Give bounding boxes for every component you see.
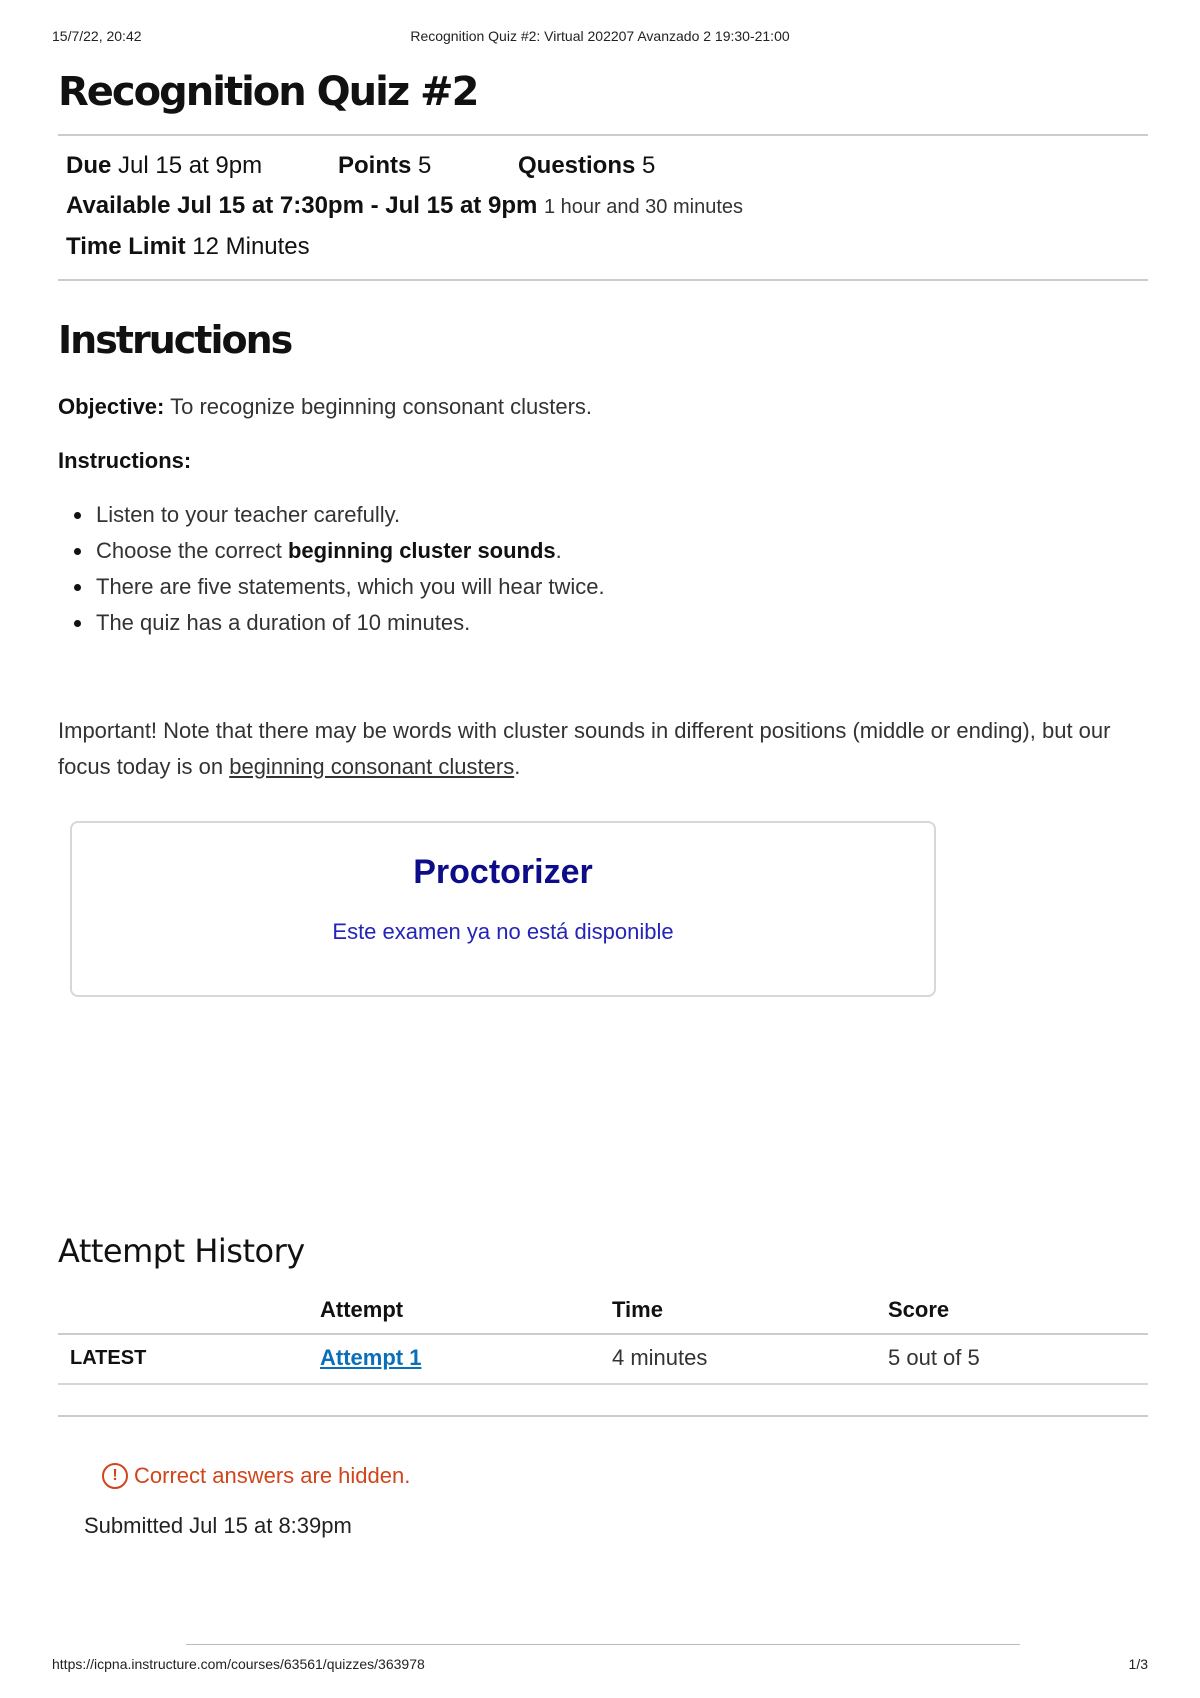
quiz-details <box>58 136 1148 279</box>
important-text: Important! Note that there may be words with cluster sounds in different positions (middle or ending), but our focus today is on <box>58 718 1111 779</box>
questions-label: Questions <box>518 152 636 179</box>
attempt-history-heading: Attempt History <box>58 1232 305 1270</box>
column-header-time: Time <box>612 1287 888 1334</box>
print-header <box>52 28 1148 48</box>
notice-text: Correct answers are hidden. <box>134 1463 411 1488</box>
bullet-icon <box>74 584 81 591</box>
questions-field <box>518 146 655 186</box>
available-field <box>66 186 1140 227</box>
page-title: Recognition Quiz #2 <box>58 69 478 115</box>
list-item <box>96 533 1148 569</box>
available-duration: 1 hour and 30 minutes <box>543 196 744 218</box>
submitted-timestamp: Submitted Jul 15 at 8:39pm <box>84 1513 352 1538</box>
list-item-text: Listen to your teacher carefully. <box>96 502 401 527</box>
print-url: https://icpna.instructure.com/courses/63561/quizzes/363978 <box>52 1656 425 1672</box>
points-value: 5 <box>418 152 432 179</box>
list-item <box>96 569 1148 605</box>
points-label: Points <box>338 152 412 179</box>
time-limit-value: 12 Minutes <box>192 233 310 260</box>
important-underlined-text: beginning consonant clusters <box>229 754 515 779</box>
correct-answers-hidden-notice <box>102 1461 1148 1491</box>
instructions-label-paragraph <box>58 443 1148 479</box>
quiz-details-row-1 <box>66 146 1140 186</box>
list-item-text-end: . <box>555 538 562 563</box>
available-value: Jul 15 at 7:30pm - Jul 15 at 9pm <box>177 192 538 219</box>
list-item <box>96 605 1148 641</box>
time-limit-label: Time Limit <box>66 233 186 260</box>
print-document-title: Recognition Quiz #2: Virtual 202207 Avanzado 2 19:30-21:00 <box>410 28 790 44</box>
instructions-heading: Instructions <box>58 318 292 362</box>
instructions-list <box>58 497 1148 641</box>
list-item-text: There are five statements, which you will hear twice. <box>96 574 605 599</box>
divider <box>58 1415 1148 1417</box>
attempt-link[interactable]: Attempt 1 <box>320 1345 422 1370</box>
proctorizer-title: Proctorizer <box>413 853 593 891</box>
time-limit-field <box>66 227 1140 267</box>
list-item-text: The quiz has a duration of 10 minutes. <box>96 610 471 635</box>
instructions-label: Instructions: <box>58 448 192 473</box>
objective-label: Objective: <box>58 394 165 419</box>
table-row <box>58 1334 1148 1384</box>
proctorizer-panel <box>70 821 936 997</box>
due-label: Due <box>66 152 112 179</box>
due-field <box>66 146 338 186</box>
divider <box>58 279 1148 281</box>
objective-text: To recognize beginning consonant clusters. <box>170 394 593 419</box>
list-item-text: Choose the correct <box>96 538 288 563</box>
available-label: Available <box>66 192 171 219</box>
print-footer <box>52 1644 1148 1684</box>
attempt-cell <box>320 1334 612 1384</box>
time-cell: 4 minutes <box>612 1334 888 1384</box>
column-header-attempt: Attempt <box>320 1287 612 1334</box>
footer-divider <box>186 1644 1020 1645</box>
important-end: . <box>514 754 521 779</box>
list-item <box>96 497 1148 533</box>
bullet-icon <box>74 512 81 519</box>
proctorizer-message: Este examen ya no está disponible <box>332 919 674 944</box>
exclamation-circle-icon: ! <box>102 1463 128 1489</box>
quiz-content <box>58 66 1148 1541</box>
print-datetime: 15/7/22, 20:42 <box>52 28 142 44</box>
objective-paragraph <box>58 389 1148 425</box>
attempt-history-table <box>58 1287 1148 1385</box>
questions-value: 5 <box>642 152 656 179</box>
important-note <box>58 713 1148 785</box>
list-item-bold-text: beginning cluster sounds <box>287 538 556 563</box>
column-header-tag <box>58 1287 320 1334</box>
column-header-score: Score <box>888 1287 1148 1334</box>
bullet-icon <box>74 548 81 555</box>
table-header-row <box>58 1287 1148 1334</box>
latest-tag: LATEST <box>58 1334 320 1384</box>
page-number: 1/3 <box>1128 1656 1148 1672</box>
score-cell: 5 out of 5 <box>888 1334 1148 1384</box>
points-field <box>338 146 518 186</box>
due-value: Jul 15 at 9pm <box>118 152 263 179</box>
bullet-icon <box>74 620 81 627</box>
